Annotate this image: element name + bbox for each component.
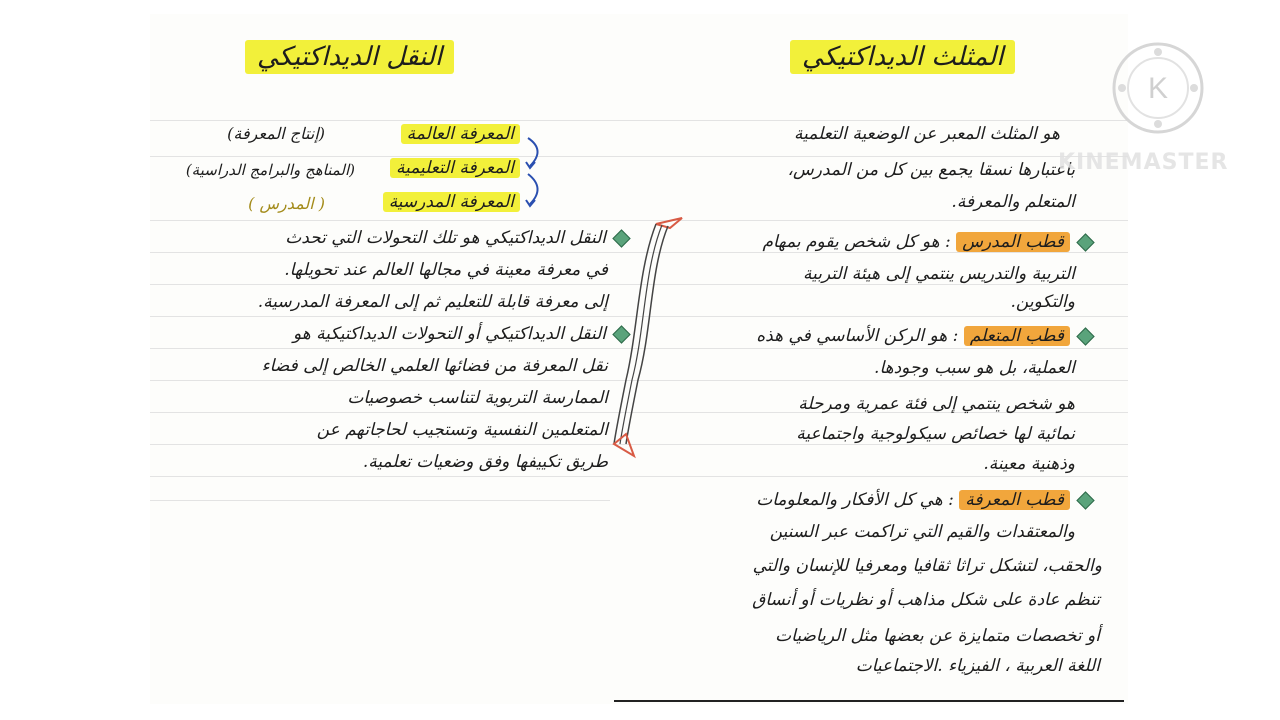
pole-learner-line: هو شخص ينتمي إلى فئة عمرية ومرحلة	[798, 394, 1075, 414]
kinemaster-logo-icon	[1110, 40, 1206, 136]
pole-learner-line: وذهنية معينة.	[983, 454, 1075, 474]
pole-learner-heading: قطب المتعلم	[964, 326, 1070, 346]
ruled-line	[150, 500, 610, 501]
knowledge-type-label: المعرفة التعليمية	[390, 158, 520, 178]
diamond-bullet-icon	[1076, 233, 1094, 251]
knowledge-type-label: المعرفة العالمة	[401, 124, 520, 144]
pole-teacher-line: قطب المدرس : هو كل شخص يقوم بمهام	[763, 232, 1092, 252]
pole-teacher-line: والتكوين.	[1010, 292, 1075, 312]
knowledge-type-label: المعرفة المدرسية	[383, 192, 520, 212]
pole-knowledge-line: قطب المعرفة : هي كل الأفكار والمعلومات	[756, 490, 1092, 510]
left-body-line: النقل الديداكتيكي هو تلك التحولات التي تحدث	[285, 228, 628, 248]
pole-teacher-line: التربية والتدريس ينتمي إلى هيئة التربية	[803, 264, 1075, 284]
flow-arrows-icon	[520, 130, 550, 220]
knowledge-source: (المناهج والبرامج الدراسية)	[185, 161, 355, 179]
kinemaster-watermark-text: KINEMASTER	[1058, 150, 1229, 175]
left-body-line: إلى معرفة قابلة للتعليم ثم إلى المعرفة المدرسية.	[257, 292, 608, 312]
pole-knowledge-line: أو تخصصات متمايزة عن بعضها مثل الرياضيات	[775, 626, 1100, 646]
left-section-title: النقل الديداكتيكي	[245, 42, 454, 72]
intro-line: باعتبارها نسقا يجمع بين كل من المدرس،	[787, 160, 1075, 180]
pole-knowledge-line: والحقب، لتشكل تراثا ثقافيا ومعرفيا للإنسان والتي	[752, 556, 1102, 576]
connecting-arrow-icon	[608, 210, 694, 462]
pole-knowledge-line: اللغة العربية ، الفيزياء .الاجتماعيات	[855, 656, 1100, 676]
ruled-line	[150, 476, 1128, 477]
intro-line: هو المثلث المعبر عن الوضعية التعلمية	[794, 124, 1060, 144]
right-section-title: المثلث الديداكتيكي	[790, 42, 1015, 72]
pole-learner-line: قطب المتعلم : هو الركن الأساسي في هذه	[756, 326, 1092, 346]
knowledge-type-row	[383, 192, 520, 212]
pole-teacher-heading: قطب المدرس	[956, 232, 1070, 252]
pole-learner-line: نمائية لها خصائص سيكولوجية واجتماعية	[796, 424, 1075, 444]
knowledge-source: (إنتاج المعرفة)	[227, 124, 325, 143]
pole-knowledge-line: والمعتقدات والقيم التي تراكمت عبر السنين	[769, 522, 1075, 542]
left-body-line: طريق تكييفها وفق وضعيات تعلمية.	[362, 452, 608, 472]
knowledge-type-row	[390, 158, 520, 178]
pole-learner-line: العملية، بل هو سبب وجودها.	[874, 358, 1075, 378]
ruled-line	[150, 120, 1128, 121]
intro-line: المتعلم والمعرفة.	[951, 192, 1075, 212]
knowledge-source: ( المدرس )	[248, 194, 325, 213]
left-body-line: في معرفة معينة في مجالها العالم عند تحويلها.	[284, 260, 608, 280]
ruled-line	[150, 156, 1128, 157]
diamond-bullet-icon	[1076, 491, 1094, 509]
knowledge-type-row	[401, 124, 520, 144]
diamond-bullet-icon	[1076, 327, 1094, 345]
bottom-underline	[614, 700, 1124, 702]
svg-text:K: K	[1147, 72, 1169, 105]
left-body-line: المتعلمين النفسية وتستجيب لحاجاتهم عن	[316, 420, 608, 440]
left-body-line: نقل المعرفة من فضائها العلمي الخالص إلى فضاء	[261, 356, 608, 376]
pole-knowledge-line: تنظم عادة على شكل مذاهب أو نظريات أو أنساق	[752, 590, 1100, 610]
left-body-line: الممارسة التربوية لتناسب خصوصيات	[347, 388, 608, 408]
left-body-line: النقل الديداكتيكي أو التحولات الديداكتيكية هو	[293, 324, 628, 344]
pole-knowledge-heading: قطب المعرفة	[959, 490, 1070, 510]
